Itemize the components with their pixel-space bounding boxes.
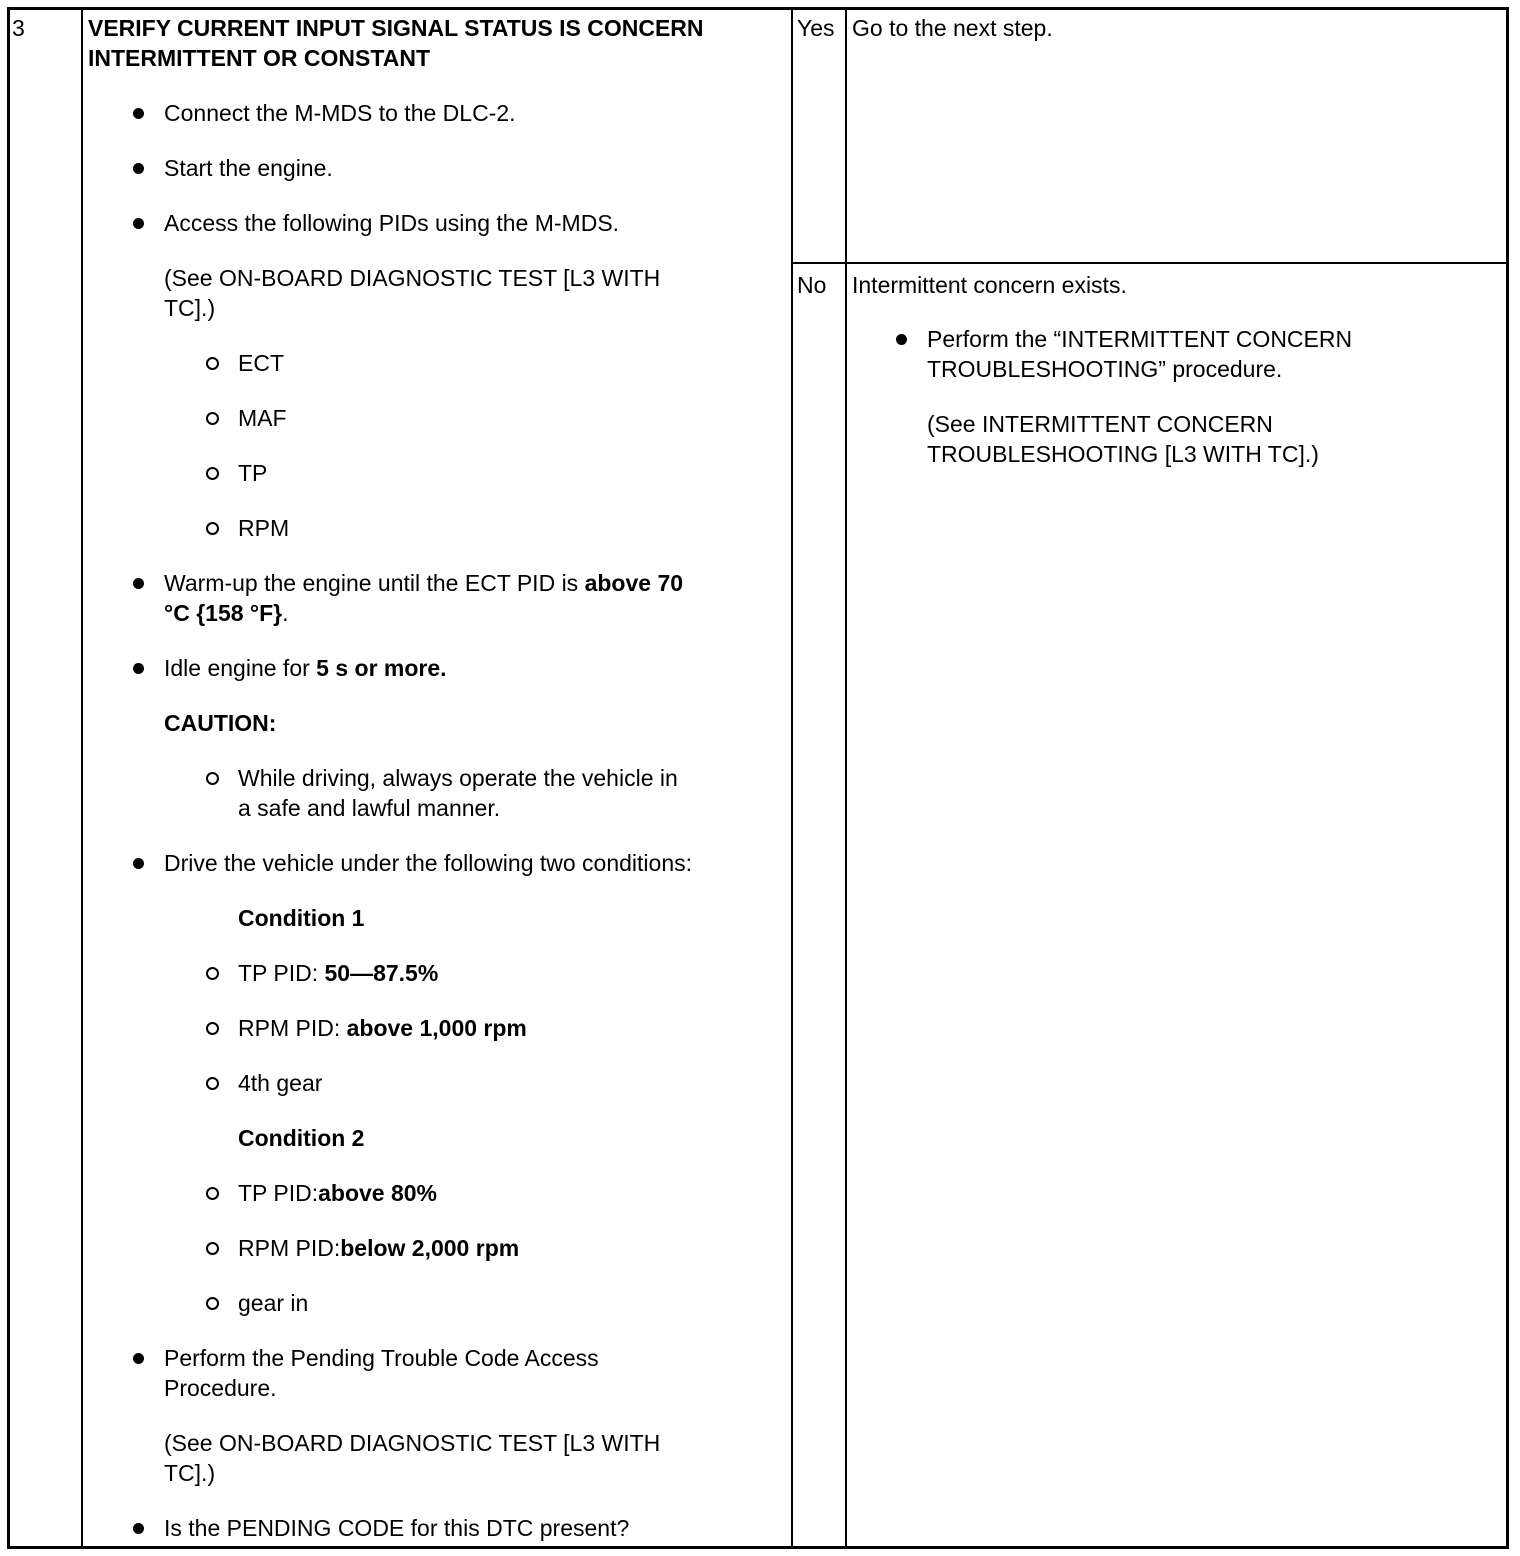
pid-item: RPM — [238, 515, 290, 541]
sub-bullet-icon — [206, 1022, 219, 1035]
warmup-temp: above 70 — [584, 570, 684, 596]
yes-label: Yes — [797, 15, 835, 41]
condition-1-gear: 4th gear — [238, 1070, 323, 1096]
yes-result: Go to the next step. — [852, 15, 1053, 41]
sub-bullet-icon — [206, 1242, 219, 1255]
idle-duration: 5 s or more. — [316, 655, 447, 681]
condition-2-rpm — [238, 1233, 519, 1263]
sub-bullet-icon — [206, 412, 219, 425]
warmup-end: . — [282, 600, 289, 626]
sub-bullet-icon — [206, 522, 219, 535]
rpm-label: RPM PID: — [238, 1235, 341, 1261]
caution-line1: While driving, always operate the vehicle in — [238, 765, 678, 791]
tp-label: TP PID: — [238, 1180, 319, 1206]
action-idle — [164, 653, 447, 683]
sub-bullet-icon — [206, 967, 219, 980]
pid-item: ECT — [238, 350, 284, 376]
step-title-line2: INTERMITTENT OR CONSTANT — [88, 45, 430, 71]
bullet-icon — [133, 108, 144, 119]
bullet-icon — [133, 1523, 144, 1534]
column-divider-action — [791, 7, 793, 1549]
warmup-text: Warm-up the engine until the ECT PID is — [164, 570, 585, 596]
see-reference-2-line1: (See ON-BOARD DIAGNOSTIC TEST [L3 WITH — [164, 1430, 661, 1456]
no-see-line2: TROUBLESHOOTING [L3 WITH TC].) — [927, 441, 1319, 467]
sub-bullet-icon — [206, 357, 219, 370]
condition-2-gear: gear in — [238, 1290, 309, 1316]
no-perform-line2: TROUBLESHOOTING” procedure. — [927, 356, 1283, 382]
column-divider-result — [845, 7, 847, 1549]
action-warmup-line1 — [164, 568, 683, 598]
no-label: No — [797, 272, 827, 298]
tp-value: 50—87.5% — [324, 960, 439, 986]
sub-bullet-icon — [206, 1077, 219, 1090]
rpm-value: above 1,000 rpm — [346, 1015, 527, 1041]
tp-label: TP PID: — [238, 960, 325, 986]
condition-1-rpm — [238, 1013, 527, 1043]
idle-text: Idle engine for — [164, 655, 317, 681]
procedure-table — [7, 7, 1509, 1549]
bullet-icon — [133, 163, 144, 174]
see-reference-2-line2: TC].) — [164, 1460, 216, 1486]
caution-label: CAUTION: — [164, 710, 277, 736]
bullet-icon — [133, 1353, 144, 1364]
row-divider-yes-no — [791, 262, 1508, 264]
pid-item: TP — [238, 460, 268, 486]
tp-value: above 80% — [318, 1180, 438, 1206]
rpm-label: RPM PID: — [238, 1015, 347, 1041]
caution-line2: a safe and lawful manner. — [238, 795, 501, 821]
bullet-icon — [133, 663, 144, 674]
condition-2-tp — [238, 1178, 437, 1208]
rpm-value: below 2,000 rpm — [340, 1235, 520, 1261]
warmup-temp-unit: °C {158 °F} — [164, 600, 283, 626]
sub-bullet-icon — [206, 772, 219, 785]
sub-bullet-icon — [206, 1187, 219, 1200]
sub-bullet-icon — [206, 467, 219, 480]
no-see-line1: (See INTERMITTENT CONCERN — [927, 411, 1273, 437]
pid-item: MAF — [238, 405, 287, 431]
bullet-icon — [133, 578, 144, 589]
action-connect: Connect the M-MDS to the DLC-2. — [164, 100, 516, 126]
action-access: Access the following PIDs using the M-MDS. — [164, 210, 620, 236]
condition-1-tp — [238, 958, 438, 988]
column-divider-step — [81, 7, 83, 1549]
bullet-icon — [133, 218, 144, 229]
sub-bullet-icon — [206, 1297, 219, 1310]
step-title-line1: VERIFY CURRENT INPUT SIGNAL STATUS IS CONCERN — [88, 15, 704, 41]
action-drive: Drive the vehicle under the following two conditions: — [164, 850, 693, 876]
see-reference-1-line1: (See ON-BOARD DIAGNOSTIC TEST [L3 WITH — [164, 265, 661, 291]
action-start: Start the engine. — [164, 155, 333, 181]
action-question: Is the PENDING CODE for this DTC present? — [164, 1515, 630, 1541]
bullet-icon — [896, 334, 907, 345]
see-reference-1-line2: TC].) — [164, 295, 216, 321]
no-perform-line1: Perform the “INTERMITTENT CONCERN — [927, 326, 1353, 352]
action-warmup-line2 — [164, 598, 289, 628]
condition-1-label: Condition 1 — [238, 905, 365, 931]
action-perform-line2: Procedure. — [164, 1375, 277, 1401]
bullet-icon — [133, 858, 144, 869]
action-perform-line1: Perform the Pending Trouble Code Access — [164, 1345, 599, 1371]
condition-2-label: Condition 2 — [238, 1125, 365, 1151]
no-result: Intermittent concern exists. — [852, 272, 1127, 298]
step-number: 3 — [12, 15, 25, 41]
